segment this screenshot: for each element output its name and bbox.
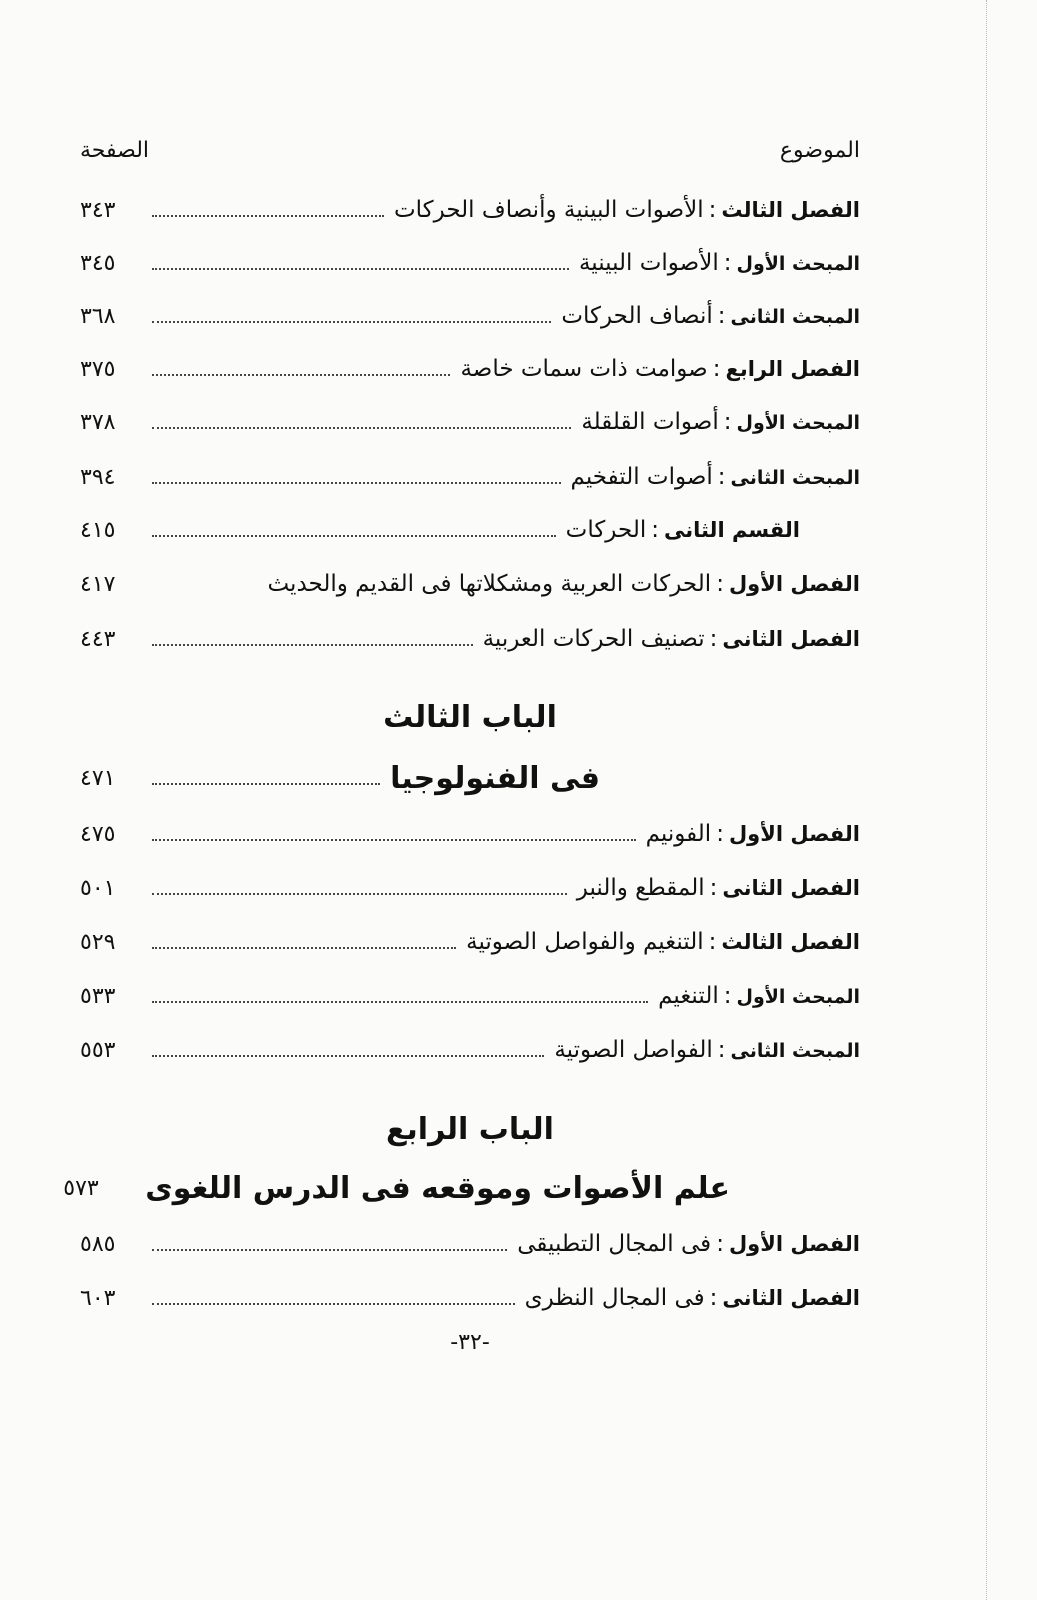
toc-entry: المبحث الأول:أصوات القلقلة ٣٧٨ (80, 409, 860, 435)
toc-entry: المبحث الأول:الأصوات البينية ٣٤٥ (80, 250, 860, 276)
page-number: ٤٤٣ (80, 626, 116, 652)
toc-entry: الفصل الأول:الفونيم ٤٧٥ (80, 821, 860, 847)
part-subtitle-entry: علم الأصوات وموقعه فى الدرس اللغوى ٥٧٣ (63, 1170, 730, 1206)
toc-entry: القسم الثانى:الحركات ٤١٥ (80, 517, 800, 543)
margin-rule (986, 0, 987, 1600)
page-header: الصفحة (80, 138, 150, 163)
page-number: ٦٠٣ (80, 1285, 116, 1311)
toc-page (63, 0, 860, 1600)
folio-page-number: -٣٢- (450, 1330, 490, 1355)
toc-entry: الفصل الأول:الحركات العربية ومشكلاتها فى القديم والحديث ٤١٧ (80, 571, 860, 597)
toc-entry: الفصل الرابع:صوامت ذات سمات خاصة ٣٧٥ (80, 356, 860, 382)
part-title: الباب الرابع (386, 1112, 554, 1147)
toc-entry: المبحث الأول:التنغيم ٥٣٣ (80, 983, 860, 1009)
page-number: ٥٨٥ (80, 1231, 116, 1257)
toc-entry: الفصل الثانى:المقطع والنبر ٥٠١ (80, 875, 860, 901)
topic-header: الموضوع (779, 138, 860, 163)
page-number: ٤١٧ (80, 571, 116, 597)
toc-entry: المبحث الثانى:أنصاف الحركات ٣٦٨ (80, 303, 860, 329)
page-number: ٥٠١ (80, 875, 116, 901)
page-number: ٣٩٤ (80, 464, 116, 490)
toc-entry: الفصل الثانى:فى المجال النظرى ٦٠٣ (80, 1285, 860, 1311)
page-number: ٤١٥ (80, 517, 116, 543)
page-number: ٣٦٨ (80, 303, 116, 329)
part-subtitle-entry: فى الفنولوجيا ٤٧١ (80, 760, 600, 796)
page-number: ٤٧٥ (80, 821, 116, 847)
page-number: ٣٧٨ (80, 409, 116, 435)
page-number: ٣٤٥ (80, 250, 116, 276)
toc-entry: الفصل الأول:فى المجال التطبيقى ٥٨٥ (80, 1231, 860, 1257)
page-number: ٥٣٣ (80, 983, 116, 1009)
toc-header (80, 138, 860, 178)
page-number: ٥٢٩ (80, 929, 116, 955)
page-number: ٥٥٣ (80, 1037, 116, 1063)
page-number: ٣٤٣ (80, 197, 116, 223)
page-number: ٥٧٣ (63, 1175, 99, 1201)
toc-entry: المبحث الثانى:أصوات التفخيم ٣٩٤ (80, 464, 860, 490)
toc-entry: المبحث الثانى:الفواصل الصوتية ٥٥٣ (80, 1037, 860, 1063)
toc-entry: الفصل الثانى:تصنيف الحركات العربية ٤٤٣ (80, 626, 860, 652)
toc-entry: الفصل الثالث:التنغيم والفواصل الصوتية ٥٢٩ (80, 929, 860, 955)
page-number: ٣٧٥ (80, 356, 116, 382)
part-title: الباب الثالث (383, 700, 557, 735)
page-number: ٤٧١ (80, 765, 116, 791)
toc-entry: الفصل الثالث:الأصوات البينية وأنصاف الحركات ٣٤٣ (80, 197, 860, 223)
